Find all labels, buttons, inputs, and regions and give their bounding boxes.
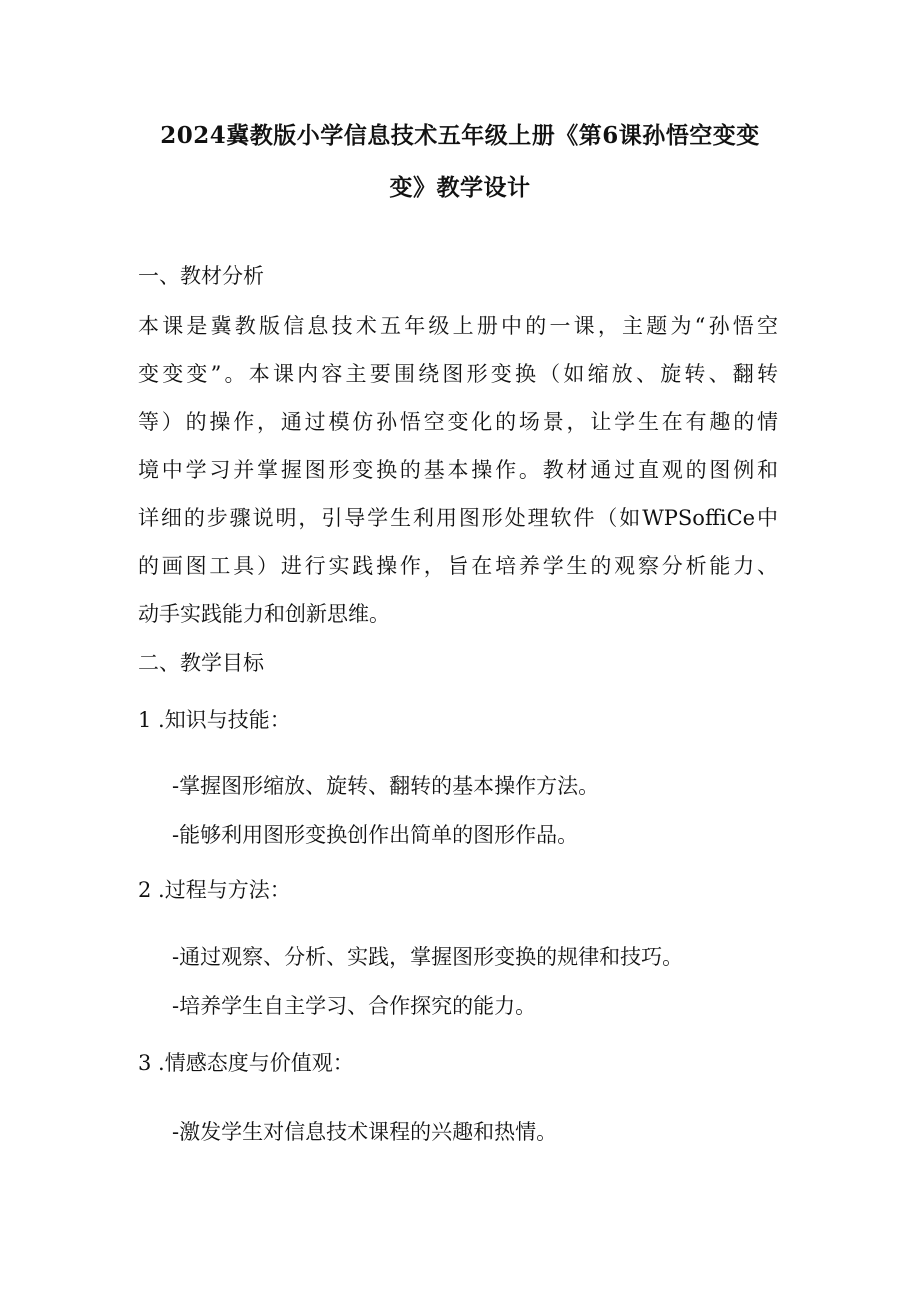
paragraph-line: 本课是冀教版信息技术五年级上册中的一课，主题为“孙悟空 [138, 314, 778, 338]
goal-item: -通过观察、分析、实践，掌握图形变换的规律和技巧。 [172, 945, 684, 969]
paragraph-line: 境中学习并掌握图形变换的基本操作。教材通过直观的图例和 [138, 458, 778, 482]
goal-item: -培养学生自主学习、合作探究的能力。 [172, 994, 537, 1018]
document-title-line-1: 2024冀教版小学信息技术五年级上册《第6课孙悟空变变 [160, 122, 760, 149]
goal-item: -掌握图形缩放、旋转、翻转的基本操作方法。 [172, 774, 600, 798]
paragraph-line: 详细的步骤说明，引导学生利用图形处理软件（如WPSoffiCe中 [138, 506, 778, 530]
goal-heading: 2 .过程与方法： [138, 878, 291, 902]
goal-item: -能够利用图形变换创作出简单的图形作品。 [172, 823, 579, 847]
goal-heading: 3 .情感态度与价值观： [138, 1051, 354, 1075]
paragraph-line: 等）的操作，通过模仿孙悟空变化的场景，让学生在有趣的情 [138, 410, 778, 434]
paragraph-line: 变变变”。本课内容主要围绕图形变换（如缩放、旋转、翻转 [138, 362, 778, 386]
paragraph-line: 的画图工具）进行实践操作，旨在培养学生的观察分析能力、 [138, 554, 778, 578]
section-heading-textbook-analysis: 一、教材分析 [138, 264, 264, 288]
document-title-line-2: 变》教学设计 [389, 174, 531, 201]
goal-heading: 1 .知识与技能： [138, 708, 291, 732]
paragraph-line: 动手实践能力和创新思维。 [138, 602, 390, 626]
section-heading-teaching-goals: 二、教学目标 [138, 651, 264, 675]
goal-item: -激发学生对信息技术课程的兴趣和热情。 [172, 1120, 558, 1144]
